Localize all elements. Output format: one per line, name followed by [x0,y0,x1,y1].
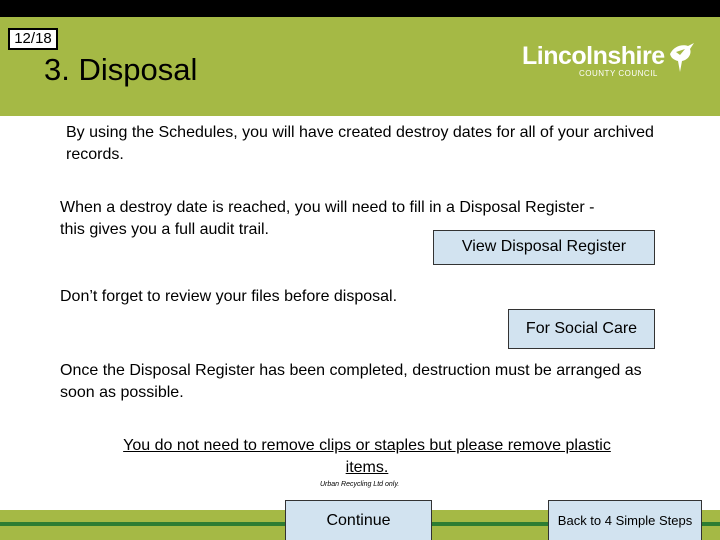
recycling-note: Urban Recycling Ltd only. [320,481,400,488]
logo-subtitle: COUNTY COUNCIL [579,69,658,78]
continue-button[interactable]: Continue [285,500,432,540]
destroy-date-paragraph: When a destroy date is reached, you will need to fill in a Disposal Register - this gives you a full audit trail. [60,199,595,238]
page-title: 3. Disposal [44,52,198,87]
destruction-paragraph: Once the Disposal Register has been completed, destruction must be arranged as soon as possible. [60,362,642,401]
back-to-steps-button[interactable]: Back to 4 Simple Steps [548,500,702,540]
slide-counter: 12/18 [8,28,58,50]
schedules-paragraph: By using the Schedules, you will have created destroy dates for all of your archived records. [66,124,654,163]
bird-icon [666,40,696,76]
logo-name: Lincolnshire [522,42,665,70]
social-care-button[interactable]: For Social Care [508,309,655,349]
council-logo [522,40,697,84]
view-disposal-register-button[interactable]: View Disposal Register [433,230,655,265]
remove-plastic-paragraph: You do not need to remove clips or staples but please remove plastic items. [123,437,611,476]
top-strip [0,0,720,17]
review-files-paragraph: Don’t forget to review your files before disposal. [60,288,398,305]
